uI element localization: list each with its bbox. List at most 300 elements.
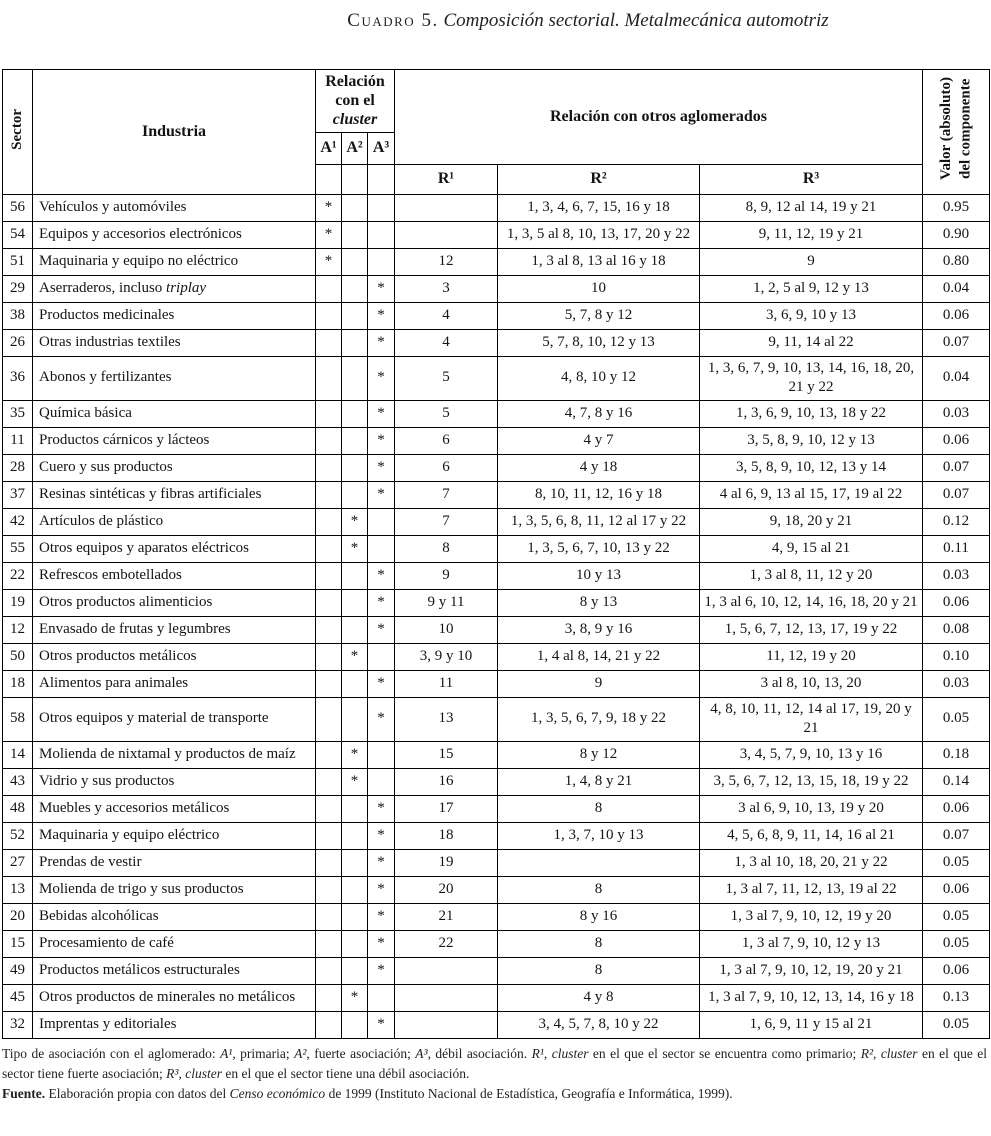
header-r3: R³: [700, 164, 923, 194]
cell-valor: 0.18: [923, 741, 990, 768]
cell-a3: *: [368, 427, 395, 454]
cell-valor: 0.14: [923, 768, 990, 795]
cell-industria: Otros equipos y material de transporte: [33, 697, 316, 741]
cell-a1: [316, 741, 342, 768]
cell-r1: 12: [395, 248, 498, 275]
table-row: [3, 194, 990, 221]
cell-r1: 13: [395, 697, 498, 741]
cell-r3: 3, 5, 8, 9, 10, 12 y 13: [700, 427, 923, 454]
cell-industria: Otras industrias textiles: [33, 329, 316, 356]
cell-a2: *: [342, 508, 368, 535]
header-a1: A¹: [316, 132, 342, 164]
cell-a2: [342, 275, 368, 302]
cell-r1: [395, 984, 498, 1011]
cluster-word: cluster: [332, 111, 378, 129]
cell-industria: Imprentas y editoriales: [33, 1011, 316, 1038]
cell-a1: [316, 589, 342, 616]
cell-industria: Artículos de plástico: [33, 508, 316, 535]
table-row: [3, 849, 990, 876]
cell-r1: 10: [395, 616, 498, 643]
cell-r3: 3, 4, 5, 7, 9, 10, 13 y 16: [700, 741, 923, 768]
table-row: [3, 903, 990, 930]
cell-a2: *: [342, 984, 368, 1011]
cell-r3: 3 al 8, 10, 13, 20: [700, 670, 923, 697]
cell-sector: 12: [3, 616, 33, 643]
table-row: [3, 427, 990, 454]
cell-r2: 1, 3, 5, 6, 7, 10, 13 y 22: [498, 535, 700, 562]
cell-a3: [368, 248, 395, 275]
table-row: [3, 508, 990, 535]
cell-sector: 58: [3, 697, 33, 741]
cell-r1: [395, 1011, 498, 1038]
cell-a2: [342, 454, 368, 481]
cell-r3: 4, 8, 10, 11, 12, 14 al 17, 19, 20 y 21: [700, 697, 923, 741]
cell-sector: 27: [3, 849, 33, 876]
cell-a2: *: [342, 535, 368, 562]
table-row: [3, 329, 990, 356]
cell-r3: 1, 3 al 8, 11, 12 y 20: [700, 562, 923, 589]
cell-a1: [316, 768, 342, 795]
cell-r1: 19: [395, 849, 498, 876]
table-row: [3, 876, 990, 903]
cell-r1: 11: [395, 670, 498, 697]
cell-sector: 28: [3, 454, 33, 481]
cell-industria: Muebles y accesorios metálicos: [33, 795, 316, 822]
cell-valor: 0.03: [923, 400, 990, 427]
cell-sector: 49: [3, 957, 33, 984]
cell-a1: [316, 697, 342, 741]
cell-valor: 0.04: [923, 275, 990, 302]
cell-a2: [342, 616, 368, 643]
cell-a2: [342, 957, 368, 984]
cell-sector: 20: [3, 903, 33, 930]
cell-r3: 1, 3 al 7, 9, 10, 12, 13, 14, 16 y 18: [700, 984, 923, 1011]
cell-r1: 3: [395, 275, 498, 302]
cell-a3: *: [368, 903, 395, 930]
cell-r2: 1, 3, 5, 6, 8, 11, 12 al 17 y 22: [498, 508, 700, 535]
cell-a2: [342, 849, 368, 876]
cell-industria: Cuero y sus productos: [33, 454, 316, 481]
cell-a3: *: [368, 930, 395, 957]
cell-r3: 1, 3 al 10, 18, 20, 21 y 22: [700, 849, 923, 876]
cell-a2: [342, 329, 368, 356]
cell-sector: 35: [3, 400, 33, 427]
table-row: [3, 822, 990, 849]
cell-r2: 8 y 16: [498, 903, 700, 930]
cell-r1: 7: [395, 508, 498, 535]
cell-industria: Aserraderos, incluso triplay: [33, 275, 316, 302]
header-a3: A³: [368, 132, 395, 164]
cell-r3: 1, 6, 9, 11 y 15 al 21: [700, 1011, 923, 1038]
cell-r1: 15: [395, 741, 498, 768]
cell-r2: 10: [498, 275, 700, 302]
cell-valor: 0.90: [923, 221, 990, 248]
cell-sector: 55: [3, 535, 33, 562]
cell-industria: Maquinaria y equipo eléctrico: [33, 822, 316, 849]
table-row: [3, 930, 990, 957]
cell-valor: 0.11: [923, 535, 990, 562]
cell-a3: *: [368, 589, 395, 616]
cell-a2: [342, 876, 368, 903]
cell-industria: Vidrio y sus productos: [33, 768, 316, 795]
cell-r2: 10 y 13: [498, 562, 700, 589]
cell-valor: 0.05: [923, 903, 990, 930]
cell-valor: 0.13: [923, 984, 990, 1011]
cell-sector: 54: [3, 221, 33, 248]
cell-valor: 0.06: [923, 876, 990, 903]
cell-a3: *: [368, 562, 395, 589]
cell-sector: 18: [3, 670, 33, 697]
table-row: [3, 768, 990, 795]
cell-industria: Productos medicinales: [33, 302, 316, 329]
cell-r2: 1, 3 al 8, 13 al 16 y 18: [498, 248, 700, 275]
cell-a1: *: [316, 248, 342, 275]
cell-industria: Refrescos embotellados: [33, 562, 316, 589]
table-row: [3, 400, 990, 427]
cell-industria: Alimentos para animales: [33, 670, 316, 697]
table-row: [3, 356, 990, 400]
cell-valor: 0.03: [923, 562, 990, 589]
cell-sector: 42: [3, 508, 33, 535]
cell-a1: [316, 984, 342, 1011]
cell-r3: 9, 11, 12, 19 y 21: [700, 221, 923, 248]
cell-industria: Abonos y fertilizantes: [33, 356, 316, 400]
cell-r3: 4, 9, 15 al 21: [700, 535, 923, 562]
cell-a2: *: [342, 643, 368, 670]
cell-a3: *: [368, 822, 395, 849]
cell-a1: [316, 427, 342, 454]
table-row: [3, 670, 990, 697]
cell-a2: [342, 930, 368, 957]
cell-r2: 8: [498, 930, 700, 957]
cell-r2: 4 y 8: [498, 984, 700, 1011]
cell-a2: *: [342, 768, 368, 795]
cell-sector: 37: [3, 481, 33, 508]
cell-a2: [342, 822, 368, 849]
cell-a2: [342, 562, 368, 589]
cell-valor: 0.07: [923, 454, 990, 481]
header-sector: Sector: [3, 70, 33, 195]
cell-a2: [342, 427, 368, 454]
cell-r2: 5, 7, 8 y 12: [498, 302, 700, 329]
cell-r1: [395, 221, 498, 248]
table-body: [3, 194, 990, 1038]
cell-sector: 29: [3, 275, 33, 302]
cell-a3: *: [368, 697, 395, 741]
cell-a3: [368, 535, 395, 562]
cell-valor: 0.08: [923, 616, 990, 643]
cell-industria: Otros productos de minerales no metálicos: [33, 984, 316, 1011]
sector-composition-table: [2, 69, 990, 1039]
cell-a3: *: [368, 356, 395, 400]
cell-a3: *: [368, 275, 395, 302]
cell-r1: 4: [395, 329, 498, 356]
cell-r2: 5, 7, 8, 10, 12 y 13: [498, 329, 700, 356]
cell-a1: [316, 930, 342, 957]
cell-a2: [342, 248, 368, 275]
cell-industria: Prendas de vestir: [33, 849, 316, 876]
cell-valor: 0.03: [923, 670, 990, 697]
empty-cell: [368, 164, 395, 194]
cell-a1: [316, 508, 342, 535]
cell-a3: [368, 643, 395, 670]
cell-r3: 11, 12, 19 y 20: [700, 643, 923, 670]
cell-r2: 8: [498, 795, 700, 822]
cell-valor: 0.95: [923, 194, 990, 221]
cell-a1: [316, 481, 342, 508]
cell-a1: [316, 822, 342, 849]
cell-a3: [368, 741, 395, 768]
cell-a3: *: [368, 302, 395, 329]
cell-r1: [395, 194, 498, 221]
cell-r1: 5: [395, 400, 498, 427]
cell-r3: 3, 5, 6, 7, 12, 13, 15, 18, 19 y 22: [700, 768, 923, 795]
cell-valor: 0.05: [923, 697, 990, 741]
cell-a1: [316, 849, 342, 876]
cell-r1: 6: [395, 454, 498, 481]
cell-valor: 0.06: [923, 427, 990, 454]
cell-r2: 4 y 18: [498, 454, 700, 481]
cell-valor: 0.80: [923, 248, 990, 275]
cell-r2: [498, 849, 700, 876]
cell-industria: Maquinaria y equipo no eléctrico: [33, 248, 316, 275]
table-row: [3, 275, 990, 302]
cell-a3: *: [368, 670, 395, 697]
cell-sector: 11: [3, 427, 33, 454]
cell-valor: 0.04: [923, 356, 990, 400]
cell-industria: Otros equipos y aparatos eléctricos: [33, 535, 316, 562]
cell-a2: [342, 356, 368, 400]
cell-a3: *: [368, 616, 395, 643]
footnotes: [2, 1044, 987, 1105]
cell-r3: 1, 3, 6, 7, 9, 10, 13, 14, 16, 18, 20, 21 y 22: [700, 356, 923, 400]
cell-r2: 1, 3, 5, 6, 7, 9, 18 y 22: [498, 697, 700, 741]
cell-r3: 4 al 6, 9, 13 al 15, 17, 19 al 22: [700, 481, 923, 508]
cell-sector: 19: [3, 589, 33, 616]
table-header: [3, 70, 990, 195]
cell-a1: [316, 643, 342, 670]
cell-r1: 17: [395, 795, 498, 822]
cell-r3: 1, 3 al 7, 9, 10, 12, 19 y 20: [700, 903, 923, 930]
header-relacion-cluster: Relación con el cluster: [316, 70, 395, 133]
table-row: [3, 562, 990, 589]
cell-a3: *: [368, 876, 395, 903]
table-row: [3, 454, 990, 481]
cell-a2: [342, 589, 368, 616]
cell-r3: 3, 5, 8, 9, 10, 12, 13 y 14: [700, 454, 923, 481]
cell-r3: 9: [700, 248, 923, 275]
cell-a1: [316, 1011, 342, 1038]
cell-r3: 1, 2, 5 al 9, 12 y 13: [700, 275, 923, 302]
table-title: [0, 10, 991, 32]
table-row: [3, 741, 990, 768]
cell-sector: 14: [3, 741, 33, 768]
cell-r2: 1, 4 al 8, 14, 21 y 22: [498, 643, 700, 670]
cell-r3: 1, 3 al 7, 11, 12, 13, 19 al 22: [700, 876, 923, 903]
cell-sector: 15: [3, 930, 33, 957]
cell-r2: 1, 3, 7, 10 y 13: [498, 822, 700, 849]
cell-r2: 1, 3, 4, 6, 7, 15, 16 y 18: [498, 194, 700, 221]
cell-r2: 3, 4, 5, 7, 8, 10 y 22: [498, 1011, 700, 1038]
table-row: [3, 957, 990, 984]
cell-a3: [368, 508, 395, 535]
cell-r3: 4, 5, 6, 8, 9, 11, 14, 16 al 21: [700, 822, 923, 849]
cell-r1: 6: [395, 427, 498, 454]
cell-r1: 7: [395, 481, 498, 508]
cell-sector: 36: [3, 356, 33, 400]
header-r2: R²: [498, 164, 700, 194]
cell-valor: 0.07: [923, 822, 990, 849]
cell-r1: 9: [395, 562, 498, 589]
cell-a3: *: [368, 957, 395, 984]
cell-r1: [395, 957, 498, 984]
cell-industria: Otros productos metálicos: [33, 643, 316, 670]
cell-r1: 4: [395, 302, 498, 329]
cell-a2: [342, 400, 368, 427]
cell-r1: 22: [395, 930, 498, 957]
header-a2: A²: [342, 132, 368, 164]
cell-a3: *: [368, 795, 395, 822]
cell-a1: [316, 454, 342, 481]
table-row: [3, 795, 990, 822]
cell-a3: *: [368, 454, 395, 481]
cell-a3: [368, 768, 395, 795]
cell-industria: Bebidas alcohólicas: [33, 903, 316, 930]
table-row: [3, 984, 990, 1011]
cell-sector: 38: [3, 302, 33, 329]
cell-a3: [368, 221, 395, 248]
cell-r3: 1, 3 al 7, 9, 10, 12, 19, 20 y 21: [700, 957, 923, 984]
cell-a2: [342, 194, 368, 221]
cell-industria: Procesamiento de café: [33, 930, 316, 957]
cell-industria: Química básica: [33, 400, 316, 427]
cell-valor: 0.06: [923, 957, 990, 984]
cell-a2: [342, 697, 368, 741]
header-industria: Industria: [33, 70, 316, 195]
cell-a1: *: [316, 194, 342, 221]
table-row: [3, 1011, 990, 1038]
cell-a1: [316, 562, 342, 589]
cell-r2: 8, 10, 11, 12, 16 y 18: [498, 481, 700, 508]
cell-industria: Equipos y accesorios electrónicos: [33, 221, 316, 248]
cell-r1: 5: [395, 356, 498, 400]
cell-r3: 1, 3, 6, 9, 10, 13, 18 y 22: [700, 400, 923, 427]
cell-a1: [316, 275, 342, 302]
cell-valor: 0.05: [923, 849, 990, 876]
header-valor: Valor (absoluto) del componente: [923, 70, 990, 195]
cell-r2: 4 y 7: [498, 427, 700, 454]
cell-a1: [316, 957, 342, 984]
cell-a1: *: [316, 221, 342, 248]
cell-r2: 8: [498, 957, 700, 984]
cell-r3: 8, 9, 12 al 14, 19 y 21: [700, 194, 923, 221]
cell-a3: *: [368, 1011, 395, 1038]
cell-valor: 0.07: [923, 329, 990, 356]
cell-industria: Envasado de frutas y legumbres: [33, 616, 316, 643]
cell-r1: 16: [395, 768, 498, 795]
table-row: [3, 643, 990, 670]
table-row: [3, 302, 990, 329]
cell-r2: 3, 8, 9 y 16: [498, 616, 700, 643]
cell-a1: [316, 903, 342, 930]
cell-a3: *: [368, 400, 395, 427]
cell-r1: 3, 9 y 10: [395, 643, 498, 670]
header-r1: R¹: [395, 164, 498, 194]
cell-r3: 3 al 6, 9, 10, 13, 19 y 20: [700, 795, 923, 822]
cell-valor: 0.07: [923, 481, 990, 508]
cell-sector: 26: [3, 329, 33, 356]
cell-r2: 8 y 13: [498, 589, 700, 616]
cell-valor: 0.12: [923, 508, 990, 535]
footnote-association-types: Tipo de asociación con el aglomerado: A¹, primaria; A², fuerte asociación; A³, débil asociación. R¹, cluster en el que el sector se encuentra como primario; R², cluster en el que el sector tiene fuerte asociación; R³, cluster en el que el sector tiene una débil asociación.: [2, 1045, 988, 1081]
cell-a3: *: [368, 849, 395, 876]
cell-r2: 8: [498, 876, 700, 903]
cell-a2: *: [342, 741, 368, 768]
cell-valor: 0.06: [923, 589, 990, 616]
cell-industria: Otros productos alimenticios: [33, 589, 316, 616]
table-row: [3, 248, 990, 275]
cell-r2: 4, 8, 10 y 12: [498, 356, 700, 400]
empty-cell: [316, 164, 342, 194]
cell-industria: Resinas sintéticas y fibras artificiales: [33, 481, 316, 508]
cell-a1: [316, 670, 342, 697]
cell-a2: [342, 903, 368, 930]
cell-industria: Productos cárnicos y lácteos: [33, 427, 316, 454]
cell-sector: 51: [3, 248, 33, 275]
cell-a1: [316, 535, 342, 562]
cell-r3: 9, 11, 14 al 22: [700, 329, 923, 356]
cell-a1: [316, 795, 342, 822]
cell-industria: Vehículos y automóviles: [33, 194, 316, 221]
cell-sector: 22: [3, 562, 33, 589]
table-row: [3, 589, 990, 616]
cell-valor: 0.10: [923, 643, 990, 670]
cell-r1: 20: [395, 876, 498, 903]
empty-cell: [342, 164, 368, 194]
cell-a1: [316, 356, 342, 400]
table-title-text: Composición sectorial. Metalmecánica automotriz: [438, 10, 829, 31]
table-row: [3, 697, 990, 741]
cell-r2: 1, 3, 5 al 8, 10, 13, 17, 20 y 22: [498, 221, 700, 248]
cell-a3: *: [368, 329, 395, 356]
cell-sector: 56: [3, 194, 33, 221]
cell-a1: [316, 876, 342, 903]
cell-a2: [342, 221, 368, 248]
cell-a1: [316, 329, 342, 356]
cell-sector: 45: [3, 984, 33, 1011]
cell-industria: Productos metálicos estructurales: [33, 957, 316, 984]
cell-a2: [342, 302, 368, 329]
cell-sector: 13: [3, 876, 33, 903]
cell-r3: 9, 18, 20 y 21: [700, 508, 923, 535]
table-row: [3, 535, 990, 562]
cell-a3: [368, 194, 395, 221]
cell-a2: [342, 481, 368, 508]
cell-industria: Molienda de nixtamal y productos de maíz: [33, 741, 316, 768]
cell-a2: [342, 795, 368, 822]
cell-industria: Molienda de trigo y sus productos: [33, 876, 316, 903]
cell-a1: [316, 302, 342, 329]
table-row: [3, 481, 990, 508]
cell-a1: [316, 616, 342, 643]
cell-sector: 50: [3, 643, 33, 670]
cell-r1: 8: [395, 535, 498, 562]
cell-sector: 52: [3, 822, 33, 849]
page: [0, 10, 991, 1104]
cell-sector: 48: [3, 795, 33, 822]
cell-r1: 18: [395, 822, 498, 849]
cell-valor: 0.05: [923, 930, 990, 957]
